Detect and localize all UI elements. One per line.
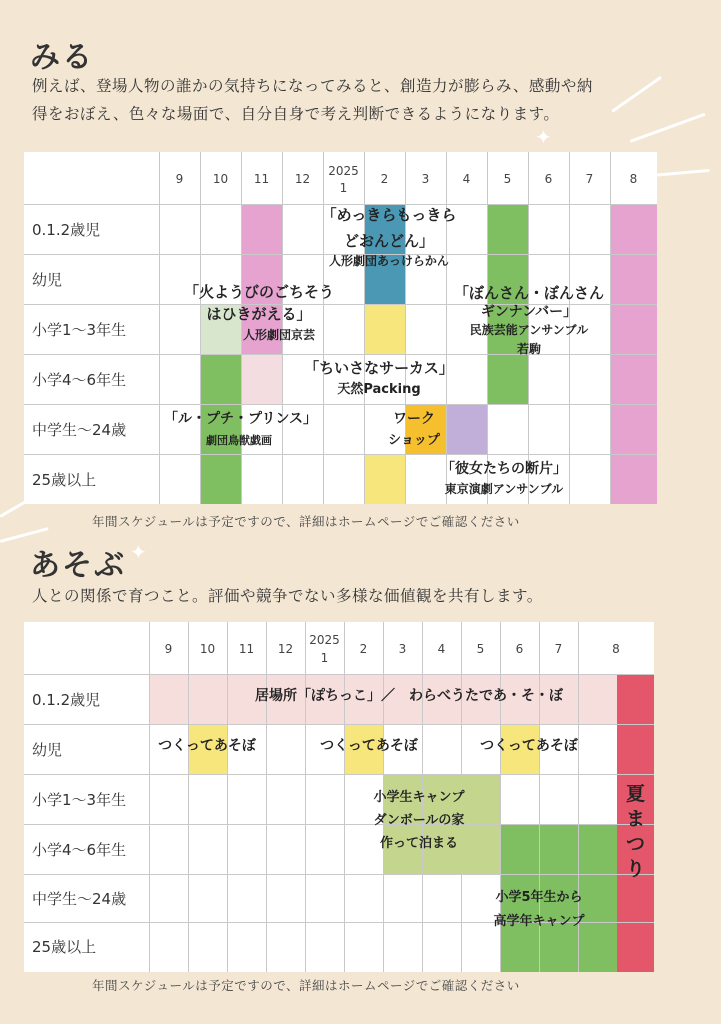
month-header: 1 (320, 651, 329, 665)
row-label: 0.1.2歳児 (32, 691, 101, 709)
month-header: 9 (164, 642, 173, 656)
month-header: 11 (238, 642, 255, 656)
month-header: 2 (380, 172, 389, 186)
year-header: 2025 (328, 164, 359, 178)
event-title: 「ぼんさん・ぼんさん (453, 284, 604, 302)
month-header: 4 (462, 172, 471, 186)
event-company: 東京演劇アンサンブル (444, 482, 564, 496)
event-title: つくってあそぼ (480, 738, 578, 754)
row-label: 小学1～3年生 (32, 791, 127, 809)
row-label: 25歳以上 (32, 938, 97, 956)
decor-ray (611, 76, 662, 113)
event-title: 居場所「ぽちっこ」／ わらべうたであ・そ・ぼ (255, 688, 563, 704)
miru-description-line1: 例えば、登場人物の誰かの気持ちになってみると、創造力が膨らみ、感動や納 (32, 77, 593, 95)
month-header: 11 (253, 172, 270, 186)
month-header: 7 (554, 642, 563, 656)
event-block (446, 404, 487, 454)
month-header: 1 (339, 181, 348, 195)
event-title: 「ル・プチ・プリンス」 (164, 411, 318, 427)
row-label: 小学1～3年生 (32, 321, 127, 339)
month-header: 5 (503, 172, 512, 186)
event-title: どおんどん」 (343, 232, 434, 250)
event-title: はひきがえる」 (206, 305, 312, 323)
month-header: 12 (277, 642, 294, 656)
miru-schedule-table (24, 152, 657, 504)
event-company: 人形劇団あっけらかん (329, 254, 449, 268)
month-header: 3 (398, 642, 407, 656)
row-label: 幼児 (32, 741, 63, 759)
month-header: 10 (199, 642, 216, 656)
event-title: 高学年キャンプ (493, 914, 585, 929)
month-header: 6 (544, 172, 553, 186)
event-block (364, 454, 405, 504)
month-header: 7 (585, 172, 594, 186)
month-header: 8 (629, 172, 638, 186)
month-header: 12 (294, 172, 311, 186)
miru-description-line2: 得をおぼえ、色々な場面で、自分自身で考え判断できるようになります。 (32, 105, 560, 123)
row-label: 小学4～6年生 (32, 371, 127, 389)
event-title: ワーク (393, 411, 435, 427)
year-header: 2025 (309, 633, 340, 647)
natsumatsuri-label: 夏まつり (625, 783, 645, 880)
event-title: つくってあそぼ (158, 738, 256, 754)
asobu-schedule-table (24, 622, 654, 972)
event-block (241, 354, 282, 404)
event-title: 「ちいさなサーカス」 (304, 359, 454, 377)
decor-ray (629, 113, 705, 143)
event-title: 「めっきらもっきら (321, 206, 457, 224)
event-title: 「彼女たちの断片」 (441, 461, 567, 477)
event-title: 小学5年生から (495, 890, 583, 905)
row-label: 中学生～24歳 (32, 890, 127, 908)
month-header: 3 (421, 172, 430, 186)
event-title: ギンナンバー」 (480, 304, 578, 320)
star-icon: ✦ (130, 540, 147, 564)
month-header: 10 (212, 172, 229, 186)
event-title: ショップ (388, 433, 440, 448)
event-company: 劇団鳥獣戯画 (206, 434, 272, 447)
event-title: 「火ようびのごちそう (183, 283, 334, 301)
section-title-asobu: あそぶ (30, 548, 126, 583)
month-header: 6 (515, 642, 524, 656)
row-label: 25歳以上 (32, 471, 97, 489)
section-title-miru: みる (30, 40, 94, 75)
event-block (364, 304, 405, 354)
row-label: 小学4～6年生 (32, 841, 127, 859)
event-company: 天然Packing (337, 382, 421, 397)
month-header: 2 (359, 642, 368, 656)
month-header: 8 (612, 642, 620, 656)
asobu-description: 人との関係で育つこと。評価や競争でない多様な価値観を共有します。 (32, 587, 543, 605)
event-title: 小学生キャンプ (373, 790, 465, 805)
schedule-note: 年間スケジュールは予定ですので、詳細はホームページでご確認ください (92, 978, 520, 993)
event-company: 若駒 (516, 342, 541, 356)
schedule-note: 年間スケジュールは予定ですので、詳細はホームページでご確認ください (92, 514, 520, 529)
row-label: 幼児 (32, 271, 63, 289)
row-label: 中学生～24歳 (32, 421, 127, 439)
event-block (200, 354, 241, 504)
month-header: 4 (437, 642, 446, 656)
event-title: 作って泊まる (379, 836, 458, 851)
event-title: つくってあそぼ (320, 738, 418, 754)
month-header: 5 (476, 642, 485, 656)
event-title: ダンボールの家 (373, 813, 465, 828)
event-company: 人形劇団京芸 (242, 328, 315, 342)
month-header: 9 (175, 172, 184, 186)
star-icon: ✦ (535, 125, 552, 149)
event-company: 民族芸能アンサンブル (469, 323, 589, 337)
row-label: 0.1.2歳児 (32, 221, 101, 239)
